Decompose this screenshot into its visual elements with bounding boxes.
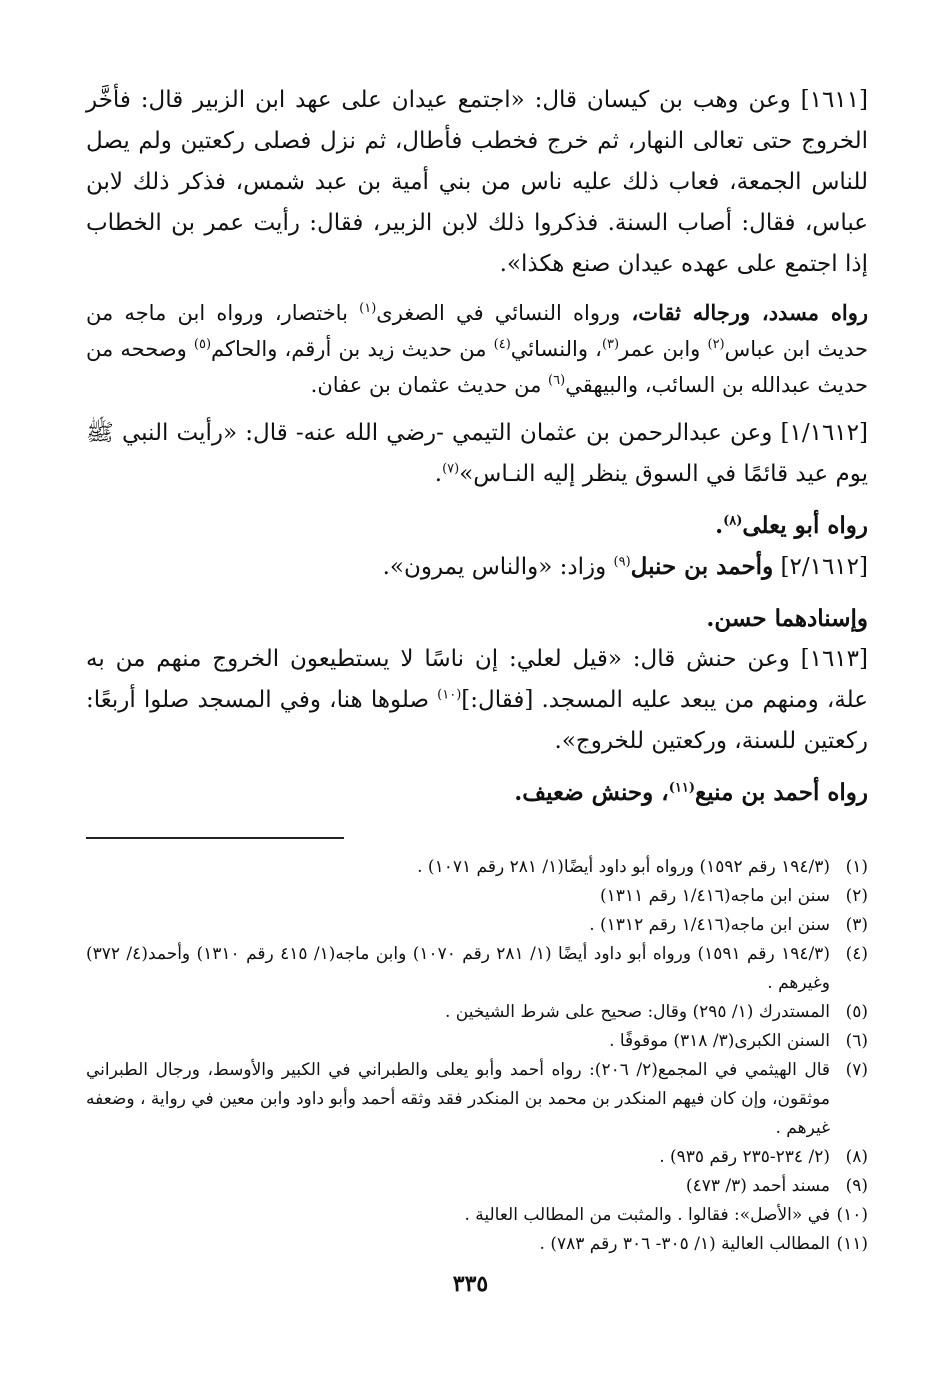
footnote-item — [86, 1230, 868, 1259]
source-text: باختصار، ورواه ابن ماجه من حديث ابن عباس — [86, 301, 868, 361]
footnote-number: (٦) — [845, 1031, 868, 1051]
page-body — [86, 80, 868, 1259]
footnote-number: (٥) — [845, 1002, 868, 1022]
source-text: رواه أبو يعلى — [742, 512, 868, 539]
footnote-separator-wrap — [86, 837, 868, 839]
footnote-text: السنن الكبرى(٣/ ٣١٨) موقوفًا . — [609, 1031, 830, 1051]
footnote-number: (١٠) — [836, 1205, 868, 1225]
footnote-number: (٩) — [845, 1176, 868, 1196]
hadith-end: . — [434, 461, 443, 487]
footnote-item — [86, 1027, 868, 1056]
footnote-number: (١) — [845, 857, 868, 877]
footnote-text: المطالب العالية (١/ ٣٠٥- ٣٠٦ رقم ٧٨٣) . — [539, 1234, 830, 1254]
footnote-item — [86, 882, 868, 911]
footnote-ref[interactable]: (٥) — [193, 337, 212, 352]
footnote-ref[interactable]: (٩) — [613, 554, 631, 570]
footnote-ref[interactable]: (٦) — [548, 373, 566, 388]
source-text: ، وحنش ضعيف. — [514, 779, 669, 806]
source-note-1612-1 — [86, 505, 868, 546]
footnote-number: (٣) — [845, 915, 868, 935]
footnote-text: المستدرك (١/ ٢٩٥) وقال: صحيح على شرط الشيخين . — [444, 1002, 830, 1022]
hadith-1611: [١٦١١] وعن وهب بن كيسان قال: «اجتمع عيدان على عهد ابن الزبير قال: فأخَّر الخروج حتى تعالى النهار، ثم خرج فخطب فأطال، ثم نزل فصلى ركعتين ولم يصل للناس الجمعة، فعاب ذلك عليه ناس من بني أمية بن عبد شمس، فذكر ذلك لابن عباس، فقال: أصاب السنة. فذكروا ذلك لابن الزبير، فقال: رأيت عمر بن الخطاب إذا اجتمع على عهده عيدان صنع هكذا». — [86, 87, 868, 277]
footnote-text: (١٩٤/٣ رقم ١٥٩١) ورواه أبو داود أيضًا (١/ ٢٨١ رقم ١٠٧٠) وابن ماجه(١/ ٤١٥ رقم ١٣١٠) وأحمد(٤/ ٣٧٢) وغيرهم . — [86, 944, 830, 993]
footnote-number: (٤) — [845, 944, 868, 964]
source-text: ، والنسائي — [510, 337, 602, 361]
source-note-1611 — [86, 295, 868, 403]
footnotes — [86, 853, 868, 1259]
source-bold: رواه مسدد، ورجاله ثقات، — [631, 300, 869, 325]
page-number: ٣٣٥ — [452, 1271, 489, 1297]
footnote-ref[interactable]: (٢) — [707, 337, 725, 352]
footnote-item — [86, 1201, 868, 1230]
footnote-text: في «الأصل»: فقالوا . والمثبت من المطالب العالية . — [464, 1205, 830, 1225]
footnote-text: سنن ابن ماجه(١/٤١٦ رقم ١٣١١) — [600, 886, 830, 906]
footnote-item — [86, 998, 868, 1027]
hadith-text: وزاد: «والناس يمرون». — [382, 554, 614, 580]
footnote-item — [86, 911, 868, 940]
footnote-ref[interactable]: (١) — [359, 301, 377, 316]
hadith-text: [١٦١٣] وعن حنش قال: «قيل لعلي: إن ناسًا لا يستطيعون الخروج منهم من به علة، ومنهم من يبعد عليه المسجد. [فقال:] — [86, 646, 868, 713]
footnote-separator — [86, 837, 344, 839]
footnote-ref[interactable]: (٨) — [723, 513, 743, 529]
hadith-text: [١/١٦١٢] وعن عبدالرحمن بن عثمان التيمي -رضي الله عنه- قال: «رأيت النبي ﷺ يوم عيد قائمًا في السوق ينظر إليه النـاس» — [86, 420, 868, 487]
source-text: من حديث زيد بن أرقم، والحاكم — [211, 337, 494, 361]
hadith-1613 — [86, 639, 868, 762]
footnote-item — [86, 1172, 868, 1201]
footnote-item — [86, 940, 868, 998]
footnote-text: سنن ابن ماجه(١/٤١٦ رقم ١٣١٢) . — [589, 915, 830, 935]
footnote-text: (٢/ ٢٣٤-٢٣٥ رقم ٩٣٥) . — [659, 1147, 830, 1167]
footnote-item — [86, 1056, 868, 1143]
source-note-1613 — [86, 772, 868, 813]
narrator-name: وأحمد بن حنبل — [630, 553, 774, 580]
source-text: رواه أحمد بن منيع — [694, 779, 868, 806]
hadith-text: صلوها هنا، وفي المسجد صلوا أربعًا: ركعتين للسنة، وركعتين للخروج». — [86, 687, 868, 754]
hadith-1612-1 — [86, 413, 868, 495]
footnote-ref[interactable]: (٣) — [601, 337, 620, 352]
hadith-1612-2 — [86, 546, 868, 588]
source-text: من حديث عثمان بن عفان. — [310, 373, 549, 397]
main-text — [86, 80, 868, 813]
footnote-text: (١٩٤/٣ رقم ١٥٩٢) ورواه أبو داود أيضًا(١/ ٢٨١ رقم ١٠٧١) . — [417, 857, 830, 877]
footnote-ref[interactable]: (١١) — [668, 780, 695, 796]
hadith-number: [٢/١٦١٢] — [773, 554, 868, 580]
footnote-number: (١١) — [836, 1234, 868, 1254]
footnote-number: (٢) — [845, 886, 868, 906]
footnote-item — [86, 1143, 868, 1172]
source-note-1612-2: وإسنادهما حسن. — [706, 605, 868, 632]
source-text: وصححه من حديث عبدالله بن السائب، والبيهقي — [86, 337, 868, 397]
source-text: وابن عمر — [619, 337, 708, 361]
footnote-text: قال الهيثمي في المجمع(٢/ ٢٠٦): رواه أحمد وأبو يعلى والطبراني في الكبير والأوسط، ورجال الطبراني موثقون، وإن كان فيهم المنكدر بن محمد بن المنكدر فقد وثقه أحمد وأبو داود وابن معين في رواية ، وضعفه غيرهم . — [86, 1060, 831, 1138]
footnote-number: (٨) — [845, 1147, 868, 1167]
footnote-ref[interactable]: (٧) — [442, 461, 460, 477]
footnote-ref[interactable]: (١٠) — [437, 687, 462, 703]
footnote-item — [86, 853, 868, 882]
source-text: ورواه النسائي في الصغرى — [376, 301, 632, 325]
footnote-ref[interactable]: (٤) — [493, 337, 511, 352]
footnote-text: مسند أحمد (٣/ ٤٧٣) — [685, 1176, 830, 1196]
footnote-number: (٧) — [845, 1060, 868, 1080]
source-end: . — [715, 512, 724, 539]
